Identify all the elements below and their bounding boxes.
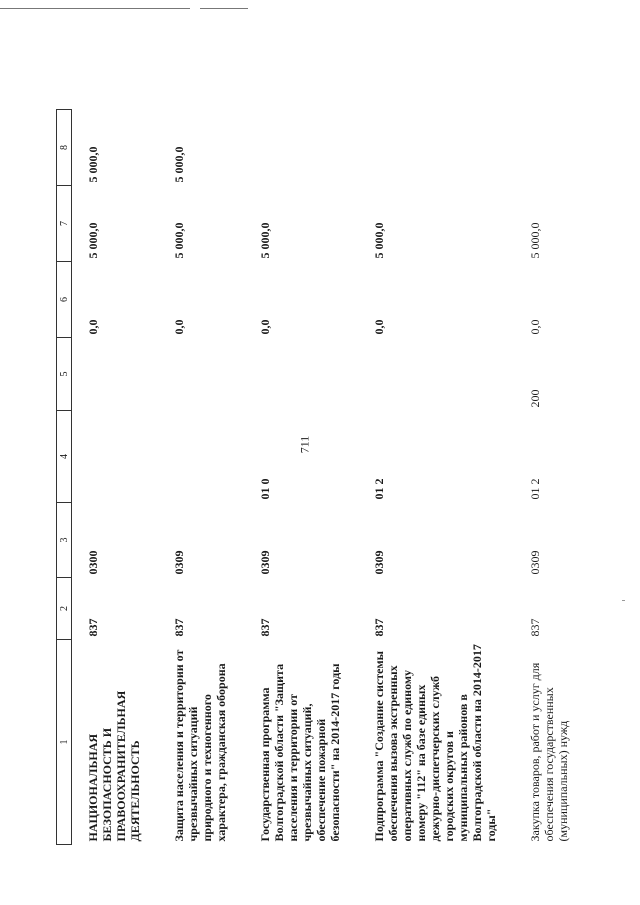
column-header: 3 [57, 503, 72, 578]
column-header: 2 [57, 578, 72, 640]
table-body [72, 110, 571, 845]
row-title-cell: Защита населения и территории от чрезвычайных ситуаций природного и техногенного характера, гражданская оборона [172, 649, 228, 842]
table-cell: 5 000,0 [528, 222, 542, 259]
table-cell: 0,0 [86, 319, 100, 335]
row-spacer [342, 110, 358, 845]
row-title-cell: Закупка товаров, работ и услуг для обеспечения государственных (муниципальных) нужд [528, 662, 570, 842]
table-cell: 0,0 [528, 319, 542, 335]
row-title-cell: Государственная программа Волгоградской области "Защита населения и территории от чрезвычайных ситуаций, обеспечение пожарной безопасности" на 2014-2017 годы [258, 663, 342, 842]
table-row [514, 110, 570, 845]
table-row [72, 110, 143, 845]
table-cell: 0309 [372, 550, 386, 575]
table-cell: 837 [372, 618, 386, 637]
column-header: 1 [57, 640, 72, 845]
spacer-cell [342, 110, 358, 845]
table-cell: 0309 [172, 550, 186, 575]
table-cell [358, 338, 498, 411]
column-header: 7 [57, 186, 72, 262]
page-number: 711 [297, 435, 312, 454]
table-cell: 0300 [86, 550, 100, 575]
table-cell [358, 110, 498, 186]
top-rule [200, 8, 248, 9]
table-cell [244, 338, 342, 411]
table-cell: 5 000,0 [258, 222, 272, 259]
table-cell: 5 000,0 [172, 222, 186, 259]
top-rule [0, 8, 190, 9]
table-cell: 837 [528, 618, 542, 637]
table-cell: 01 0 [258, 478, 272, 500]
table-cell: 0,0 [172, 319, 186, 335]
column-header: 4 [57, 411, 72, 503]
table-cell: 5 000,0 [86, 222, 100, 259]
table-cell [158, 338, 228, 411]
table-cell: 0,0 [372, 319, 386, 335]
table-header-row [57, 110, 72, 845]
table-cell: 5 000,0 [372, 222, 386, 259]
row-title-cell: Подпрограмма "Создание системы обеспечения вызова экстренных оперативных служб по единому номеру "112" на базе единых дежурно-диспетчерских служб городских округов и муниципальных районов в Волгоградской области на 2014-2017 годы" [372, 644, 498, 842]
table-cell: 0,0 [258, 319, 272, 335]
table-cell: 5 000,0 [86, 146, 100, 183]
table-cell: 200 [528, 389, 542, 408]
table-cell: 5 000,0 [172, 146, 186, 183]
table-cell [72, 411, 143, 503]
row-spacer [142, 110, 158, 845]
row-spacer [498, 110, 514, 845]
row-title-cell: НАЦИОНАЛЬНАЯ БЕЗОПАСНОСТЬ И ПРАВООХРАНИТЕЛЬНАЯ ДЕЯТЕЛЬНОСТЬ [86, 690, 142, 842]
table-cell [514, 110, 570, 186]
table-cell [72, 338, 143, 411]
table-cell: 01 2 [528, 478, 542, 500]
spacer-cell [498, 110, 514, 845]
table-row [158, 110, 228, 845]
column-header: 8 [57, 110, 72, 186]
table-cell: 01 2 [372, 478, 386, 500]
table-cell [158, 411, 228, 503]
budget-table [56, 109, 570, 845]
spacer-cell [142, 110, 158, 845]
column-header: 6 [57, 262, 72, 338]
table-cell: 0309 [528, 550, 542, 575]
table-row [358, 110, 498, 845]
table-cell: 837 [172, 618, 186, 637]
table-cell [244, 110, 342, 186]
table-cell: 837 [258, 618, 272, 637]
spacer-cell [228, 110, 244, 845]
row-spacer [228, 110, 244, 845]
column-header: 5 [57, 338, 72, 411]
table-cell: 0309 [258, 550, 272, 575]
scan-mark [622, 600, 625, 601]
table-cell: 837 [86, 618, 100, 637]
table-row [244, 110, 342, 845]
